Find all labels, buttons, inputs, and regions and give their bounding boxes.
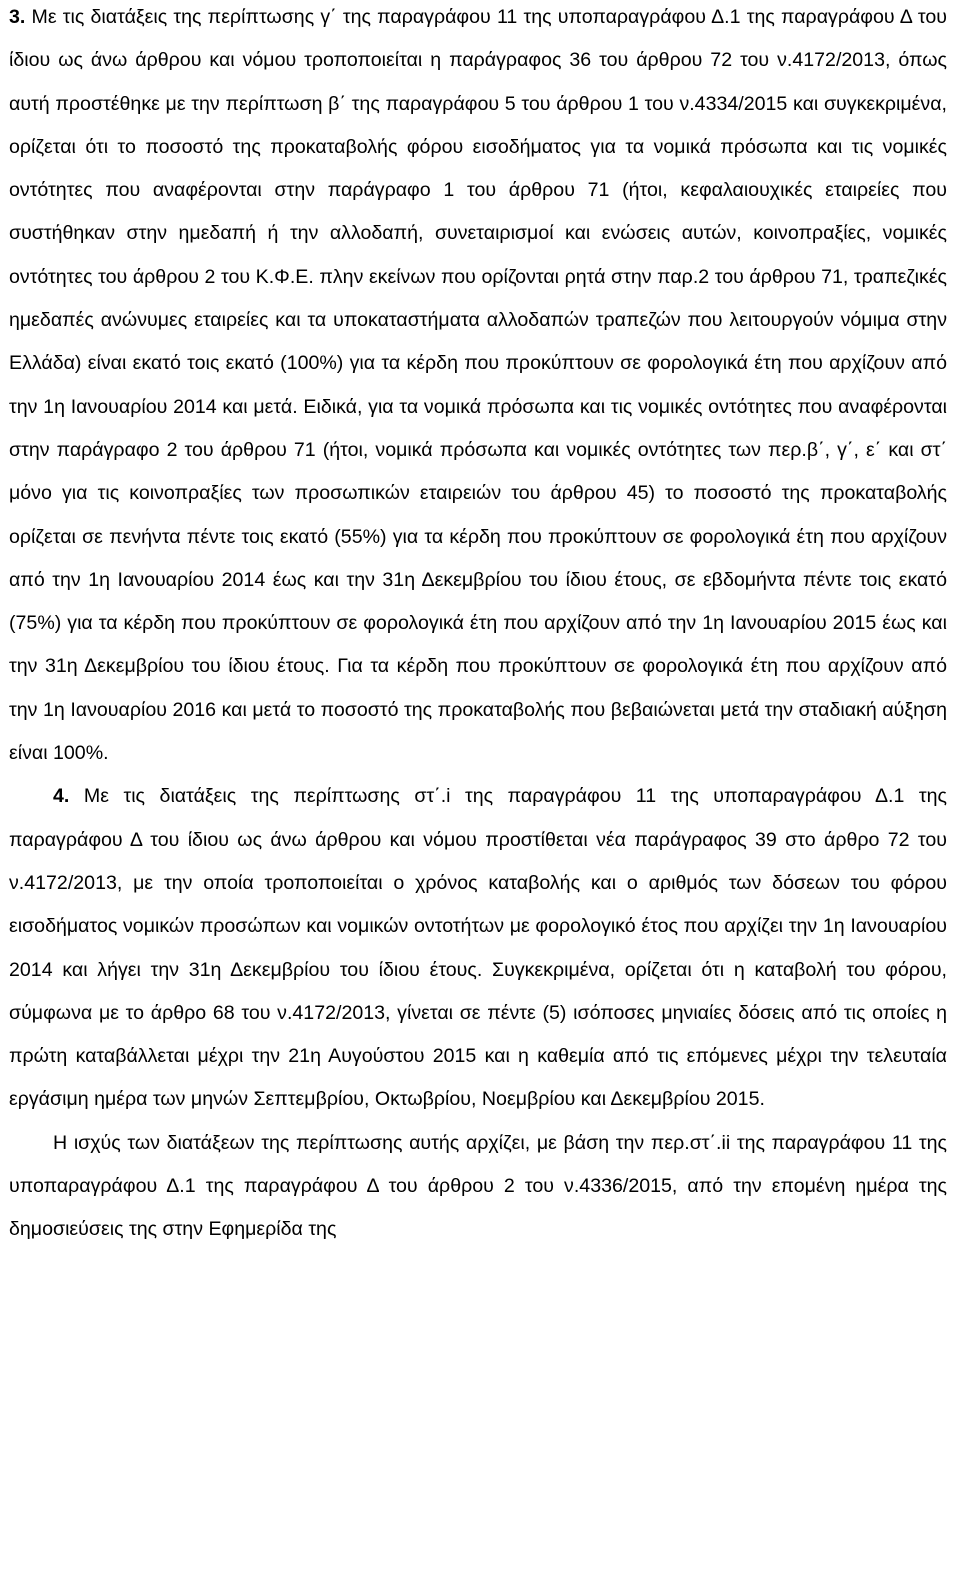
paragraph-text: Με τις διατάξεις της περίπτωσης στ΄.i της παραγράφου 11 της υποπαραγράφου Δ.1 της παραγράφου Δ του ίδιου ως άνω άρθρου και νόμου προστίθεται νέα παράγραφος 39 στο άρθρο 72 του ν.4172/2013, με την οποία τροποποιείται ο χρόνος καταβολής και ο αριθμός των δόσεων του φόρου εισοδήματος νομικών προσώπων και νομικών οντοτήτων με φορολογικό έτος που αρχίζει την 1η Ιανουαρίου 2014 και λήγει την 31η Δεκεμβρίου του ίδιου έτους. Συγκεκριμένα, ορίζεται ότι η καταβολή του φόρου, σύμφωνα με το άρθρο 68 του ν.4172/2013, γίνεται σε πέντε (5) ισόποσες μηνιαίες δόσεις από τις οποίες η πρώτη καταβάλλεται μέχρι την 21η Αυγούστου 2015 και η καθεμία από τις επόμενες μέχρι την τελευταία εργάσιμη ημέρα των μηνών Σεπτεμβρίου, Οκτωβρίου, Νοεμβρίου και Δεκεμβρίου 2015. — [9, 785, 947, 1111]
paragraph-text: Η ισχύς των διατάξεων της περίπτωσης αυτής αρχίζει, με βάση την περ.στ΄.ii της παραγράφου 11 της υποπαραγράφου Δ.1 της παραγράφου Δ του άρθρου 2 του ν.4336/2015, από την επομένη ημέρα της δημοσιεύσεις της στην Εφημερίδα της — [9, 1131, 947, 1241]
paragraph-number: 4. — [53, 785, 70, 808]
paragraph-effective-date — [9, 1122, 947, 1252]
paragraph-text: Με τις διατάξεις της περίπτωσης γ΄ της παραγράφου 11 της υποπαραγράφου Δ.1 της παραγράφου Δ του ίδιου ως άνω άρθρου και νόμου τροποποιείται η παράγραφος 36 του άρθρου 72 του ν.4172/2013, όπως αυτή προστέθηκε με την περίπτωση β΄ της παραγράφου 5 του άρθρου 1 του ν.4334/2015 και συγκεκριμένα, ορίζεται ότι το ποσοστό της προκαταβολής φόρου εισοδήματος για τα νομικά πρόσωπα και τις νομικές οντότητες που αναφέρονται στην παράγραφο 1 του άρθρου 71 (ήτοι, κεφαλαιουχικές εταιρείες που συστήθηκαν στην ημεδαπή ή την αλλοδαπή, συνεταιρισμοί και ενώσεις αυτών, κοινοπραξίες, νομικές οντότητες του άρθρου 2 του Κ.Φ.Ε. πλην εκείνων που ορίζονται ρητά στην παρ.2 του άρθρου 71, τραπεζικές ημεδαπές ανώνυμες εταιρείες και τα υποκαταστήματα αλλοδαπών τραπεζών που λειτουργούν νόμιμα στην Ελλάδα) είναι εκατό τοις εκατό (100%) για τα κέρδη που προκύπτουν σε φορολογικά έτη που αρχίζουν από την 1η Ιανουαρίου 2014 και μετά. Ειδικά, για τα νομικά πρόσωπα και τις νομικές οντότητες που αναφέρονται στην παράγραφο 2 του άρθρου 71 (ήτοι, νομικά πρόσωπα και νομικές οντότητες των περ.β΄, γ΄, ε΄ και στ΄ μόνο για τις κοινοπραξίες των προσωπικών εταιρειών του άρθρου 45) το ποσοστό της προκαταβολής ορίζεται σε πενήντα πέντε τοις εκατό (55%) για τα κέρδη που προκύπτουν σε φορολογικά έτη που αρχίζουν από την 1η Ιανουαρίου 2014 έως και την 31η Δεκεμβρίου του ίδιου έτους, σε εβδομήντα πέντε τοις εκατό (75%) για τα κέρδη που προκύπτουν σε φορολογικά έτη που αρχίζουν από την 1η Ιανουαρίου 2015 έως και την 31η Δεκεμβρίου του ίδιου έτους. Για τα κέρδη που προκύπτουν σε φορολογικά έτη που αρχίζουν από την 1η Ιανουαρίου 2016 και μετά το ποσοστό της προκαταβολής που βεβαιώνεται μετά την σταδιακή αύξηση είναι 100%. — [9, 6, 947, 765]
document-page — [9, 0, 947, 1252]
paragraph-4 — [9, 775, 947, 1121]
paragraph-number: 3. — [9, 6, 26, 28]
paragraph-3 — [9, 0, 947, 775]
